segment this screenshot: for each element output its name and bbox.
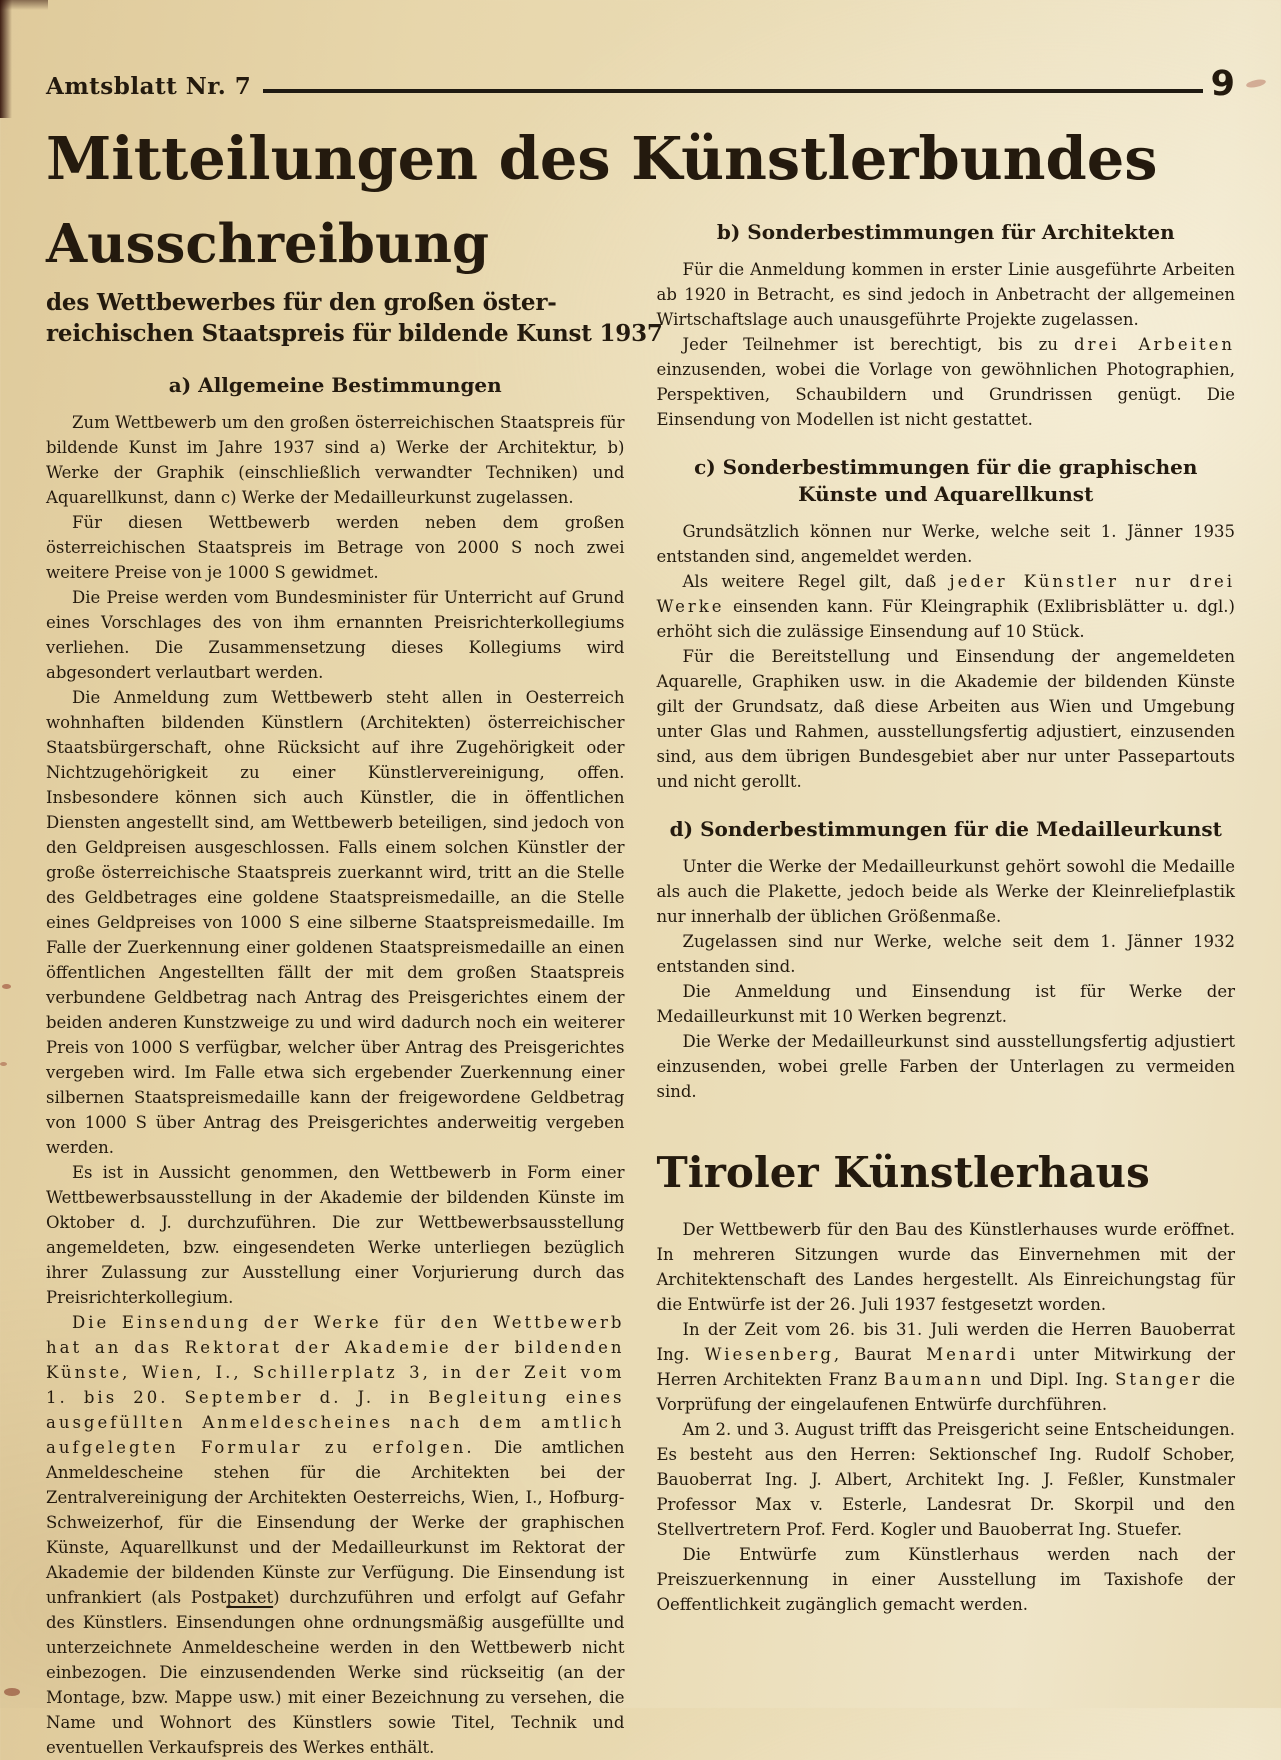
text-run: Am 2. und 3. August trifft das Preisgericht seine Entscheidungen. Es besteht aus den Herren: Sektionschef Ing. Rudolf Schober, Bauoberrat Ing. J. Albert, Architekt Ing. J. Feßler, Kunstmaler Professor Max v. Esterle, Landesrat Dr. Skorpil und den Stellvertretern Prof. Ferd. Kogler und Bauoberrat Ing. Stuefer. [656, 1419, 1235, 1539]
text-run: Der Wettbewerb für den Bau des Künstlerhauses wurde eröffnet. In mehreren Sitzungen wurde das Einvernehmen mit der Architektenschaft des Landes hergestellt. Als Einreichungstag für die Entwürfe ist der 26. Juli 1937 festgesetzt worden. [656, 1219, 1235, 1314]
text-run: Zugelassen sind nur Werke, welche seit dem 1. Jänner 1932 entstanden sind. [656, 931, 1235, 976]
section-d-body [657, 854, 1236, 1104]
paragraph [657, 1417, 1236, 1542]
paragraph [657, 1029, 1236, 1104]
paragraph [657, 519, 1236, 569]
article-title: Ausschreibung [46, 212, 490, 275]
section-b [657, 219, 1236, 432]
text-run: Die Anmeldung zum Wettbewerb steht allen in Oesterreich wohnhaften bildenden Künstlern (Architekten) österreichischer Staatsbürgerschaft, ohne Rücksicht auf ihre Zugehörigkeit oder Nichtzugehörigkeit zu einer Künstlervereinigung, offen. Insbesondere können sich auch Künstler, die in öffentlichen Diensten angestellt sind, am Wettbewerb beteiligen, sind jedoch von den Geldpreisen ausgeschlossen. Falls einem solchen Künstler der große österreichische Staatspreis zuerkannt wird, tritt an die Stelle des Geldbetrages eine goldene Staatspreismedaille, an die Stelle eines Geldpreises von 1000 S eine silberne Staatspreismedaille. Im Falle der Zuerkennung einer goldenen Staatspreismedaille an einen öffentlichen Angestellten fällt der mit dem großen Staatspreis verbundene Geldbetrag nach Antrag des Preisgerichtes einem der beiden anderen Kunstzweige zu und wird dadurch noch ein weiterer Preis von 1000 S verfügbar, welcher über Antrag des Preisgerichtes vergeben wird. Im Falle etwa sich ergebender Zuerkennung einer silbernen Staatspreismedaille kann der freigewordene Geldbetrag von 1000 S über Antrag des Preisgerichtes anderweitig vergeben werden. [46, 688, 625, 1158]
text-run: Die Preise werden vom Bundesminister für Unterricht auf Grund eines Vorschlages des von ihm ernannten Preisrichterkollegiums verliehen. Die Zusammensetzung dieses Kollegiums wird abgesondert verlautbart werden. [46, 588, 625, 683]
text-run: Die Anmeldung und Einsendung ist für Werke der Medailleurkunst mit 10 Werken begrenzt. [656, 981, 1235, 1026]
article-tiroler-kuenstlerhaus [657, 1148, 1236, 1617]
text-run: Jeder Teilnehmer ist berechtigt, bis zu [682, 334, 1075, 354]
section-heading-b: b) Sonderbestimmungen für Architekten [716, 219, 1175, 244]
text-run: Stanger [1115, 1369, 1203, 1389]
text-run: einzusenden, wobei die Vorlage von gewöhnlichen Photographien, Perspektiven, Schaubildern und Grundrissen genügt. Die Einsendung von Modellen ist nicht gestattet. [656, 359, 1235, 429]
second-article-title: Tiroler Künstlerhaus [656, 1147, 1150, 1197]
ink-stain [4, 1688, 20, 1696]
paragraph [657, 332, 1236, 432]
two-column-layout [46, 209, 1235, 1760]
text-run: paket [226, 1588, 274, 1608]
text-run: einsenden kann. Für Kleingraphik (Exlibrisblätter u. dgl.) erhöht sich die zulässige Einsendung auf 10 Stück. [656, 596, 1235, 641]
text-run: Zum Wettbewerb um den großen österreichischen Staatspreis für bildende Kunst im Jahre 1937 sind a) Werke der Architektur, b) Werke der Graphik (einschließlich verwandter Techniken) und Aquarellkunst, dann c) Werke der Medailleurkunst zugelassen. [46, 413, 625, 508]
text-run: Unter die Werke der Medailleurkunst gehört sowohl die Medaille als auch die Plakette, jedoch beide als Werke der Kleinreliefplastik nur innerhalb der üblichen Größenmaße. [656, 856, 1235, 926]
paragraph [657, 1317, 1236, 1417]
text-run: drei Arbeiten [1074, 334, 1235, 354]
scan-edge-shadow-horizontal [0, 0, 48, 10]
text-run: In der Zeit vom 26. bis 31. Juli werden die Herren Bauoberrat Ing. [656, 1319, 1235, 1364]
section-heading-a: a) Allgemeine Bestimmungen [168, 373, 502, 398]
right-column [657, 209, 1236, 1760]
article-subtitle-line-1: des Wettbewerbes für den großen öster- [46, 288, 557, 316]
paragraph [657, 257, 1236, 332]
text-run: Die Entwürfe zum Künstlerhaus werden nach der Preiszuerkennung in einer Ausstellung im Taxishofe der Oeffentlichkeit zugänglich gemacht werden. [656, 1544, 1235, 1614]
text-run: Es ist in Aussicht genommen, den Wettbewerb in Form einer Wettbewerbsausstellung in der Akademie der bildenden Künste im Oktober d. J. durchzuführen. Die zur Wettbewerbsausstellung angemeldeten, bzw. eingesendeten Werke unterliegen bezüglich ihrer Zulassung zur Ausstellung einer Vorjurierung durch das Preisrichterkollegium. [46, 1163, 625, 1308]
paragraph [46, 585, 625, 685]
paragraph [657, 1217, 1236, 1317]
text-run: Menardi [926, 1344, 1019, 1364]
text-run: Baumann [883, 1369, 985, 1389]
text-run: Die Werke der Medailleurkunst sind ausstellungsfertig adjustiert einzusenden, wobei grelle Farben der Unterlagen zu vermeiden sind. [656, 1031, 1235, 1101]
text-run: Die Einsendung der Werke für den Wettbewerb hat an das Rektorat der Akademie der bildenden Künste, Wien, I., Schillerplatz 3, in der Zeit vom 1. bis 20. September d. J. in Begleitung eines ausgefüllten Anmeldescheines nach dem amtlich aufgelegten Formular zu erfolgen. [46, 1313, 625, 1458]
section-d [657, 816, 1236, 1104]
text-run: die Vorprüfung der eingelaufenen Entwürfe durchführen. [656, 1369, 1235, 1414]
paragraph [657, 1542, 1236, 1617]
paragraph [46, 1310, 625, 1760]
paragraph [46, 1160, 625, 1310]
main-title: Mitteilungen des Künstlerbundes [46, 123, 1158, 193]
section-c-body [657, 519, 1236, 794]
text-run: unter Mitwirkung der Herren Architekten Franz [656, 1344, 1235, 1389]
section-heading-c: c) Sonderbestimmungen für die graphischen Künste und Aquarellkunst [694, 454, 1198, 506]
ink-stain [2, 984, 11, 989]
page-number: 9 [1210, 64, 1235, 104]
scan-edge-shadow-vertical [0, 0, 12, 118]
section-b-body [657, 257, 1236, 432]
text-run: Für die Anmeldung kommen in erster Linie ausgeführte Arbeiten ab 1920 in Betracht, es sind jedoch in Anbetracht der allgemeinen Wirtschaftslage auch unausgeführte Projekte zugelassen. [656, 259, 1235, 329]
left-column [46, 209, 663, 1760]
masthead-label: Amtsblatt Nr. 7 [46, 72, 252, 100]
text-run: , Baurat [833, 1344, 927, 1364]
paragraph [46, 410, 625, 510]
text-run: Als weitere Regel gilt, daß [682, 571, 950, 591]
section-heading-d: d) Sonderbestimmungen für die Medailleurkunst [669, 816, 1222, 841]
paragraph [657, 929, 1236, 979]
text-run: ) durchzuführen und erfolgt auf Gefahr des Künstlers. Einsendungen ohne ordnungsmäßig ausgefüllte und unterzeichnete Anmeldescheine werden in den Wettbewerb nicht einbezogen. Die einzusendenden Werke sind rückseitig (an der Montage, bzw. Mappe usw.) mit einer Bezeichnung zu versehen, die Name und Wohnort des Künstlers sowie Titel, Technik und eventuellen Verkaufspreis des Werkes enthält. [46, 1588, 625, 1758]
text-run: Für diesen Wettbewerb werden neben dem großen österreichischen Staatspreis im Betrage von 2000 S noch zwei weitere Preise von je 1000 S gewidmet. [46, 513, 625, 583]
text-run: und Dipl. Ing. [984, 1369, 1116, 1389]
text-run: Für die Bereitstellung und Einsendung der angemeldeten Aquarelle, Graphiken usw. in die Akademie der bildenden Künste gilt der Grundsatz, daß diese Arbeiten aus Wien und Umgebung unter Glas und Rahmen, ausstellungsfertig adjustiert, einzusenden sind, aus dem übrigen Bundesgebiet aber nur unter Passepartouts und nicht gerollt. [656, 646, 1235, 791]
article-subtitle-line-2: reichischen Staatspreis für bildende Kunst 1937 [46, 320, 663, 348]
paragraph [46, 685, 625, 1160]
section-c [657, 454, 1236, 794]
paragraph [657, 569, 1236, 644]
text-run: Die amtlichen Anmeldescheine stehen für die Architekten bei der Zentralvereinigung der Architekten Oesterreichs, Wien, I., Hofburg-Schweizerhof, für die Einsendung der Werke der graphischen Künste, Aquarellkunst und der Medailleurkunst im Rektorat der Akademie der bildenden Künste zur Verfügung. Die Einsendung ist unfrankiert (als Post [46, 1438, 625, 1608]
text-run: jeder Künstler nur drei Werke [656, 571, 1235, 616]
page-header [46, 64, 1235, 104]
text-run: Grundsätzlich können nur Werke, welche seit 1. Jänner 1935 entstanden sind, angemeldet werden. [656, 521, 1235, 566]
ink-stain [0, 1062, 7, 1066]
article-subtitle [46, 287, 663, 350]
section-a-body [46, 410, 625, 1760]
paragraph [657, 644, 1236, 794]
header-rule [263, 89, 1202, 93]
paragraph [657, 979, 1236, 1029]
paragraph [657, 854, 1236, 929]
tiroler-kuenstlerhaus-body [657, 1217, 1236, 1617]
paragraph [46, 510, 625, 585]
text-run: Wiesenberg [704, 1344, 834, 1364]
